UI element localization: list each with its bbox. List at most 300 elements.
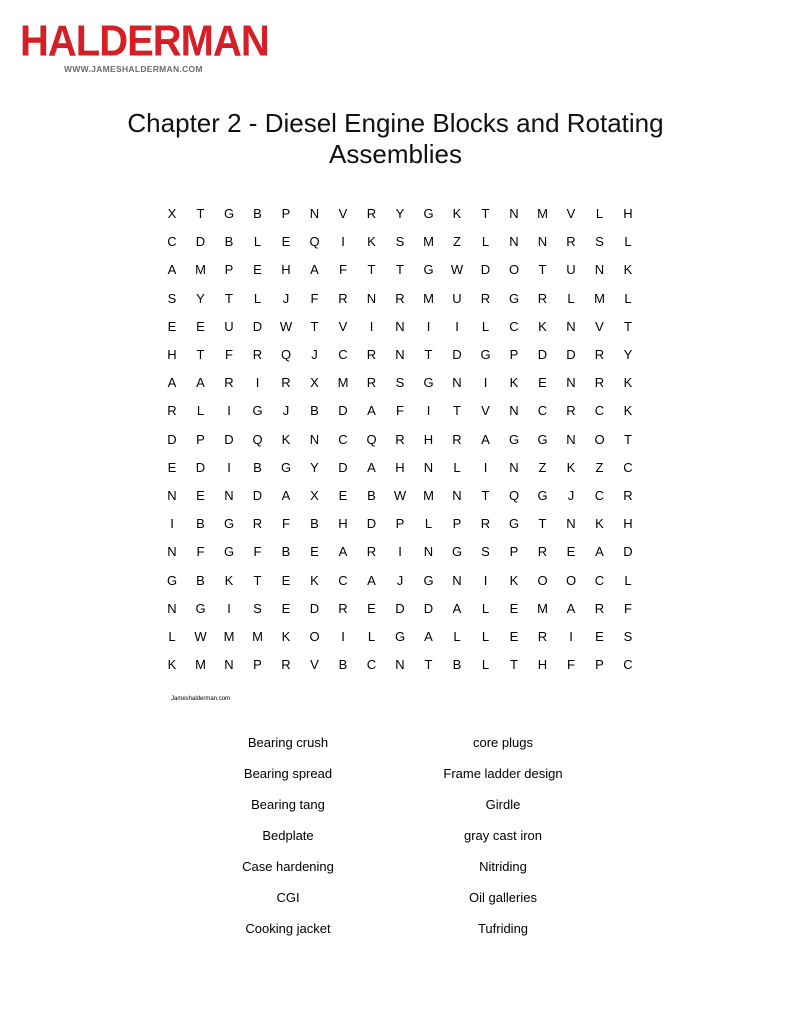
grid-letter: K — [367, 234, 376, 250]
grid-letter: N — [509, 403, 519, 419]
grid-letter: N — [594, 262, 605, 278]
grid-letter: O — [508, 262, 520, 278]
grid-letter: V — [566, 206, 576, 221]
grid-letter: D — [309, 600, 320, 616]
grid-letter: A — [281, 488, 291, 503]
grid-letter: N — [509, 206, 519, 221]
grid-letter: F — [282, 516, 290, 532]
grid-letter: R — [480, 516, 491, 532]
page-title — [0, 108, 791, 170]
grid-letter: E — [281, 572, 291, 588]
title-line-2: Assemblies — [329, 139, 462, 169]
grid-letter: M — [423, 488, 434, 503]
grid-letter: K — [224, 572, 234, 588]
grid-letter: A — [452, 600, 462, 616]
grid-letter: L — [595, 206, 604, 221]
grid-letter: I — [341, 629, 345, 644]
grid-letter: G — [223, 516, 235, 532]
grid-letter: J — [282, 403, 290, 419]
grid-letter: H — [623, 516, 633, 532]
grid-letter: T — [424, 347, 433, 362]
grid-letter: L — [567, 290, 575, 306]
grid-letter: R — [366, 206, 377, 221]
grid-letter: M — [337, 375, 349, 391]
grid-letter: P — [196, 431, 205, 447]
grid-letter: T — [196, 206, 205, 221]
grid-letter: U — [452, 290, 462, 306]
grid-letter: A — [367, 459, 376, 475]
grid-letter: A — [310, 262, 319, 278]
grid-letter: C — [594, 403, 605, 419]
grid-letter: R — [252, 516, 263, 532]
grid-letter: K — [509, 572, 519, 588]
grid-letter: F — [624, 600, 632, 616]
grid-letter: P — [509, 544, 519, 560]
grid-letter: M — [423, 290, 434, 306]
grid-letter: K — [623, 375, 633, 391]
grid-letter: N — [509, 459, 519, 475]
grid-letter: N — [566, 516, 576, 532]
grid-letter: N — [395, 347, 405, 362]
grid-letter: L — [367, 629, 376, 644]
grid-letter: G — [195, 600, 206, 616]
grid-letter: K — [623, 262, 633, 278]
grid-letter: R — [366, 375, 377, 391]
grid-letter: R — [395, 290, 405, 306]
grid-letter: R — [594, 375, 605, 391]
grid-letter: D — [252, 488, 263, 503]
grid-letter: K — [623, 403, 633, 419]
grid-letter: O — [565, 572, 577, 588]
grid-letter: N — [167, 488, 177, 503]
grid-letter: R — [452, 431, 462, 447]
grid-letter: R — [566, 234, 576, 250]
grid-letter: B — [196, 516, 205, 532]
grid-letter: H — [338, 516, 348, 532]
grid-letter: I — [426, 318, 431, 334]
word-list-item: Case hardening — [242, 859, 334, 874]
grid-letter: N — [224, 657, 234, 673]
grid-letter: N — [566, 375, 576, 391]
grid-letter: L — [624, 572, 632, 588]
grid-letter: K — [281, 629, 291, 644]
grid-letter: J — [396, 572, 404, 588]
grid-letter: E — [167, 459, 177, 475]
grid-letter: B — [310, 516, 319, 532]
grid-letter: B — [253, 206, 262, 221]
grid-letter: V — [595, 318, 604, 334]
grid-letter: B — [281, 544, 291, 560]
grid-letter: N — [566, 318, 576, 334]
grid-letter: A — [424, 629, 433, 644]
grid-letter: M — [594, 290, 605, 306]
grid-letter: D — [537, 347, 548, 362]
grid-letter: B — [224, 234, 234, 250]
grid-letter: L — [481, 629, 490, 644]
grid-letter: E — [509, 600, 519, 616]
grid-letter: M — [223, 629, 235, 644]
grid-letter: V — [310, 657, 319, 673]
grid-letter: G — [423, 572, 434, 588]
grid-letter: H — [623, 206, 633, 221]
grid-letter: L — [481, 600, 490, 616]
grid-letter: A — [167, 375, 177, 391]
grid-letter: Q — [280, 347, 292, 362]
grid-letter: I — [369, 318, 374, 334]
grid-letter: D — [338, 459, 348, 475]
word-list-item: Frame ladder design — [443, 766, 563, 781]
grid-letter: Y — [196, 290, 205, 306]
grid-letter: C — [338, 572, 348, 588]
grid-letter: T — [310, 318, 319, 334]
grid-letter: G — [451, 544, 463, 560]
grid-letter: G — [423, 262, 434, 278]
grid-letter: N — [537, 234, 548, 250]
grid-letter: P — [452, 516, 462, 532]
grid-letter: O — [537, 572, 548, 588]
grid-letter: I — [455, 318, 459, 334]
grid-letter: J — [567, 488, 575, 503]
grid-letter: A — [367, 403, 376, 419]
word-list-item: Bedplate — [262, 828, 314, 843]
grid-letter: T — [624, 318, 632, 334]
grid-letter: A — [196, 375, 205, 391]
grid-letter: G — [508, 290, 520, 306]
grid-letter: K — [595, 516, 604, 532]
grid-letter: F — [196, 544, 205, 560]
grid-letter: P — [253, 657, 262, 673]
grid-letter: R — [594, 347, 605, 362]
title-line-1: Chapter 2 - Diesel Engine Blocks and Rotating — [127, 108, 664, 138]
grid-letter: C — [338, 431, 348, 447]
grid-letter: D — [566, 347, 576, 362]
grid-letter: K — [538, 318, 547, 334]
grid-letter: A — [566, 600, 576, 616]
grid-letter: K — [509, 375, 519, 391]
grid-letter: L — [481, 657, 490, 673]
grid-letter: S — [481, 544, 490, 560]
grid-letter: R — [281, 375, 291, 391]
grid-letter: Q — [309, 234, 320, 250]
grid-letter: X — [310, 488, 319, 503]
grid-letter: O — [309, 629, 320, 644]
grid-letter: M — [423, 234, 434, 250]
grid-letter: N — [566, 431, 576, 447]
grid-letter: J — [282, 290, 290, 306]
grid-letter: I — [398, 544, 402, 560]
grid-letter: R — [537, 544, 548, 560]
grid-letter: R — [224, 375, 234, 391]
grid-letter: E — [310, 544, 319, 560]
grid-letter: G — [423, 206, 434, 221]
grid-letter: G — [166, 572, 178, 588]
grid-letter: E — [566, 544, 576, 560]
grid-letter: R — [566, 403, 576, 419]
grid-letter: K — [167, 657, 177, 673]
grid-letter: T — [453, 403, 461, 419]
grid-letter: R — [537, 629, 548, 644]
grid-letter: R — [366, 347, 377, 362]
grid-letter: C — [594, 572, 605, 588]
grid-letter: C — [338, 347, 348, 362]
grid-letter: D — [423, 600, 434, 616]
grid-letter: R — [338, 600, 348, 616]
grid-letter: P — [595, 657, 604, 673]
grid-letter: E — [196, 488, 205, 503]
grid-letter: C — [594, 488, 605, 503]
grid-letter: L — [253, 234, 262, 250]
grid-letter: D — [195, 234, 206, 250]
grid-letter: T — [538, 262, 547, 278]
grid-letter: Y — [623, 347, 633, 362]
grid-letter: T — [253, 572, 262, 588]
word-list-item: Girdle — [485, 797, 521, 812]
grid-letter: W — [450, 262, 464, 278]
grid-letter: R — [338, 290, 348, 306]
grid-letter: B — [196, 572, 205, 588]
grid-letter: U — [224, 318, 234, 334]
grid-letter: Q — [508, 488, 520, 503]
grid-letter: A — [595, 544, 604, 560]
word-list-item: Bearing tang — [251, 797, 325, 812]
grid-letter: G — [508, 516, 520, 532]
grid-letter: V — [338, 206, 348, 221]
grid-letter: G — [423, 375, 434, 391]
grid-letter: A — [338, 544, 348, 560]
grid-letter: K — [452, 206, 462, 221]
grid-letter: C — [537, 403, 548, 419]
grid-letter: R — [594, 600, 605, 616]
grid-letter: G — [252, 403, 263, 419]
grid-letter: T — [481, 488, 490, 503]
grid-letter: N — [167, 600, 177, 616]
grid-letter: Z — [538, 459, 547, 475]
grid-letter: R — [480, 290, 491, 306]
grid-letter: I — [170, 516, 174, 532]
grid-letter: Q — [366, 431, 377, 447]
grid-letter: Z — [453, 234, 461, 250]
grid-letter: A — [167, 262, 177, 278]
grid-letter: P — [224, 262, 234, 278]
grid-letter: K — [281, 431, 291, 447]
grid-letter: T — [424, 657, 433, 673]
grid-letter: E — [338, 488, 348, 503]
grid-letter: S — [595, 234, 604, 250]
word-list-item: Cooking jacket — [245, 921, 331, 936]
grid-letter: L — [196, 403, 205, 419]
grid-letter: P — [281, 206, 291, 221]
grid-letter: F — [310, 290, 319, 306]
grid-letter: S — [253, 600, 262, 616]
grid-letter: C — [167, 234, 177, 250]
grid-letter: D — [195, 459, 206, 475]
grid-letter: B — [310, 403, 319, 419]
grid-letter: K — [566, 459, 576, 475]
word-list-item: CGI — [276, 890, 300, 905]
grid-letter: D — [480, 262, 491, 278]
grid-letter: E — [595, 629, 604, 644]
grid-letter: A — [367, 572, 376, 588]
grid-letter: H — [281, 262, 291, 278]
grid-letter: C — [623, 459, 633, 475]
grid-letter: N — [395, 318, 405, 334]
grid-letter: E — [253, 262, 262, 278]
grid-letter: N — [395, 657, 405, 673]
grid-letter: O — [594, 431, 605, 447]
grid-letter: M — [195, 657, 206, 673]
word-list-item: Tufriding — [477, 921, 529, 936]
grid-letter: W — [393, 488, 407, 503]
halderman-logo — [20, 17, 269, 74]
grid-letter: R — [252, 347, 263, 362]
grid-letter: N — [309, 431, 320, 447]
grid-letter: I — [341, 234, 345, 250]
grid-letter: P — [509, 347, 519, 362]
grid-letter: I — [483, 375, 488, 391]
grid-letter: E — [196, 318, 205, 334]
grid-letter: W — [194, 629, 207, 644]
grid-letter: B — [338, 657, 348, 673]
grid-letter: P — [395, 516, 405, 532]
grid-letter: E — [167, 318, 177, 334]
grid-letter: G — [280, 459, 292, 475]
grid-letter: R — [623, 488, 633, 503]
grid-letter: D — [167, 431, 177, 447]
grid-letter: I — [227, 459, 231, 475]
grid-letter: J — [311, 347, 318, 362]
grid-letter: S — [395, 234, 405, 250]
grid-letter: T — [510, 657, 518, 673]
grid-letter: R — [395, 431, 405, 447]
word-list-item: Oil galleries — [469, 890, 537, 905]
grid-letter: C — [623, 657, 633, 673]
grid-letter: L — [481, 234, 490, 250]
grid-letter: R — [281, 657, 291, 673]
grid-letter: G — [480, 347, 491, 362]
grid-letter: N — [423, 459, 434, 475]
grid-letter: L — [624, 290, 632, 306]
grid-letter: F — [253, 544, 262, 560]
grid-letter: H — [423, 431, 434, 447]
grid-letter: H — [537, 657, 548, 673]
grid-letter: N — [309, 206, 320, 221]
grid-letter: V — [481, 403, 490, 419]
grid-letter: T — [624, 431, 632, 447]
grid-letter: Y — [310, 459, 319, 475]
grid-letter: D — [366, 516, 377, 532]
footer-url: Jameshalderman.com — [171, 696, 231, 702]
grid-letter: N — [452, 375, 462, 391]
grid-letter: B — [253, 459, 262, 475]
word-list-item: Bearing crush — [247, 735, 329, 750]
grid-letter: F — [225, 347, 233, 362]
grid-letter: L — [168, 629, 176, 644]
grid-letter: T — [481, 206, 490, 221]
grid-letter: S — [395, 375, 405, 391]
word-list-item: core plugs — [473, 735, 533, 750]
logo-brand: HALDERMAN — [20, 17, 269, 66]
grid-letter: N — [509, 234, 519, 250]
grid-letter: B — [452, 657, 462, 673]
grid-letter: Y — [395, 206, 405, 221]
grid-letter: N — [452, 488, 462, 503]
grid-letter: D — [395, 600, 405, 616]
grid-letter: C — [509, 318, 519, 334]
grid-letter: F — [339, 262, 347, 278]
grid-letter: T — [396, 262, 404, 278]
grid-letter: E — [509, 629, 519, 644]
grid-letter: S — [623, 629, 633, 644]
grid-letter: N — [452, 572, 462, 588]
grid-letter: D — [338, 403, 348, 419]
grid-letter: G — [394, 629, 406, 644]
grid-letter: I — [569, 629, 573, 644]
grid-letter: R — [537, 290, 548, 306]
grid-letter: L — [424, 516, 433, 532]
grid-letter: R — [366, 544, 377, 560]
grid-letter: I — [426, 403, 431, 419]
grid-letter: G — [223, 206, 235, 221]
grid-letter: W — [279, 318, 293, 334]
grid-letter: D — [452, 347, 462, 362]
grid-letter: X — [167, 206, 177, 221]
grid-letter: I — [227, 403, 231, 419]
grid-letter: G — [537, 488, 548, 503]
grid-letter: G — [508, 431, 520, 447]
grid-letter: M — [195, 262, 206, 278]
grid-letter: G — [223, 544, 235, 560]
word-list-item: Nitriding — [479, 859, 527, 874]
grid-letter: N — [224, 488, 234, 503]
grid-letter: R — [167, 403, 177, 419]
grid-letter: I — [483, 459, 488, 475]
logo-website: WWW.JAMESHALDERMAN.COM — [64, 64, 203, 74]
grid-letter: E — [281, 600, 291, 616]
grid-letter: E — [538, 375, 547, 391]
grid-letter: C — [366, 657, 377, 673]
grid-letter: E — [281, 234, 291, 250]
grid-letter: M — [537, 206, 548, 221]
grid-letter: V — [338, 318, 348, 334]
grid-letter: L — [253, 290, 262, 306]
word-list-item: gray cast iron — [463, 828, 543, 843]
grid-letter: D — [623, 544, 633, 560]
grid-letter: T — [196, 347, 205, 362]
grid-letter: L — [453, 459, 461, 475]
grid-letter: F — [396, 403, 404, 419]
grid-letter: I — [227, 600, 231, 616]
grid-letter: D — [252, 318, 263, 334]
grid-letter: A — [481, 431, 490, 447]
grid-letter: F — [567, 657, 575, 673]
grid-letter: L — [453, 629, 461, 644]
grid-letter: G — [537, 431, 548, 447]
grid-letter: L — [481, 318, 490, 334]
grid-letter: K — [310, 572, 319, 588]
grid-letter: H — [395, 459, 405, 475]
grid-letter: Q — [252, 431, 263, 447]
word-list-item: Bearing spread — [243, 766, 333, 781]
grid-letter: N — [366, 290, 377, 306]
grid-letter: H — [167, 347, 177, 362]
grid-letter: N — [167, 544, 177, 560]
grid-letter: L — [624, 234, 632, 250]
grid-letter: M — [252, 629, 263, 644]
grid-letter: I — [255, 375, 260, 391]
grid-letter: D — [224, 431, 234, 447]
grid-letter: N — [423, 544, 434, 560]
grid-letter: U — [566, 262, 576, 278]
